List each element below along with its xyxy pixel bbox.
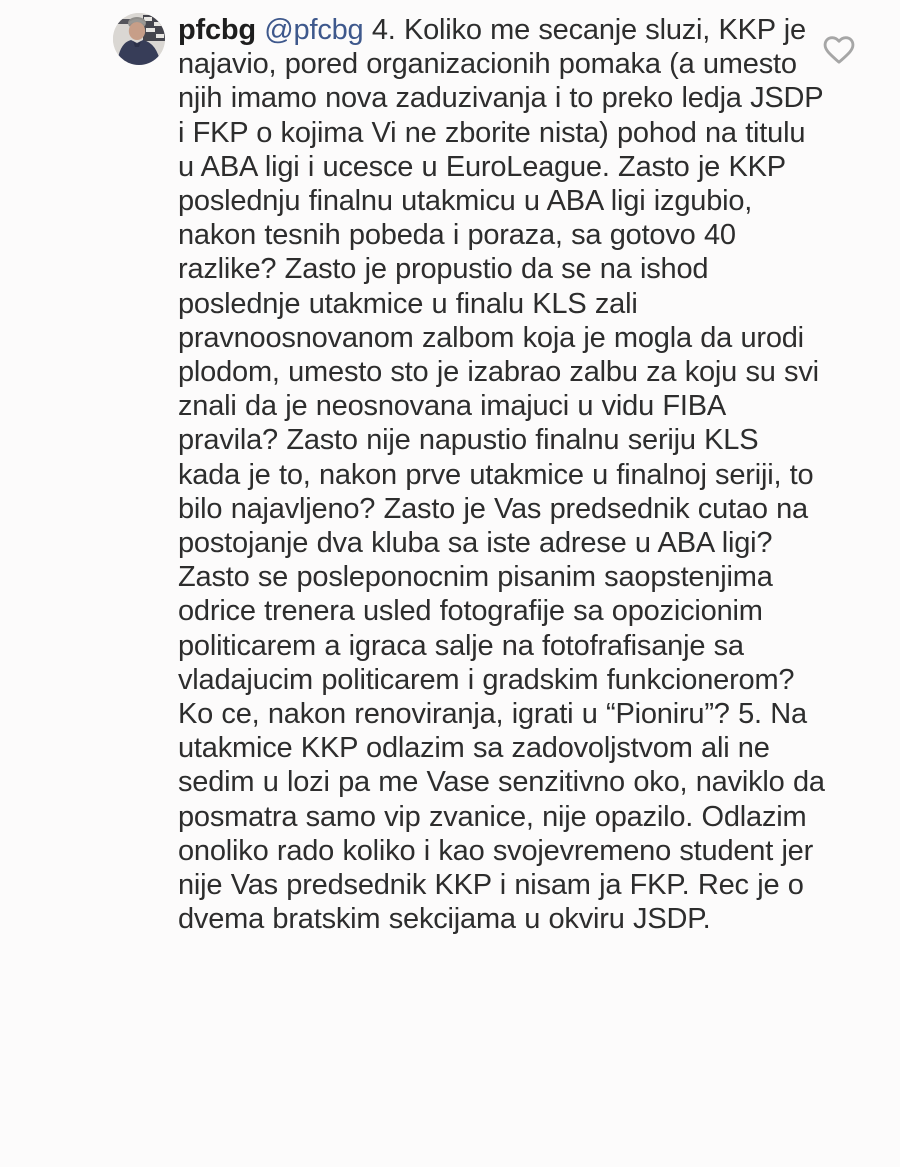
- comment-text-block: [178, 13, 826, 936]
- heart-outline-icon: [820, 31, 858, 69]
- avatar[interactable]: [113, 13, 165, 65]
- like-button[interactable]: [820, 31, 858, 69]
- avatar-image: [113, 13, 165, 65]
- spacer: [363, 14, 371, 46]
- comment-text: 4. Koliko me secanje sluzi, KKP je najavio, pored organizacionih pomaka (a umesto njih imamo nova zaduzivanja i to preko ledja JSDP i FKP o kojima Vi ne zborite nista) pohod na titulu u ABA ligi i ucesce u EuroLeague. Zasto je KKP poslednju finalnu utakmicu u ABA ligi izgubio, nakon tesnih pobeda i poraza, sa gotovo 40 razlike? Zasto je propustio da se na ishod poslednje utakmice u finalu KLS zali pravnoosnovanom zalbom koja je mogla da urodi plodom, umesto sto je izabrao zalbu za koju su svi znali da je neosnovana imajuci u vidu FIBA pravila? Zasto nije napustio finalnu seriju KLS kada je to, nakon prve utakmice u finalnoj seriji, to bilo najavljeno? Zasto je Vas predsednik cutao na postojanje dva kluba sa iste adrese u ABA ligi? Zasto se posleponocnim pisanim saopstenjima odrice trenera usled fotografije sa opozicionim politicarem a igraca salje na fotofrafisanje sa vladajucim politicarem i gradskim funkcionerom? Ko ce, nakon renoviranja, igrati u “Pioniru”? 5. Na utakmice KKP odlazim sa zadovoljstvom ali ne sedim u lozi pa me Vase senzitivno oko, naviklo da posmatra samo vip zvanice, nije opazilo. Odlazim onoliko rado koliko i kao svojevremeno student jer nije Vas predsednik KKP i nisam ja FKP. Rec je o dvema bratskim sekcijama u okviru JSDP.: [178, 14, 825, 936]
- mention-link[interactable]: @pfcbg: [264, 14, 364, 46]
- username-link[interactable]: pfcbg: [178, 14, 256, 46]
